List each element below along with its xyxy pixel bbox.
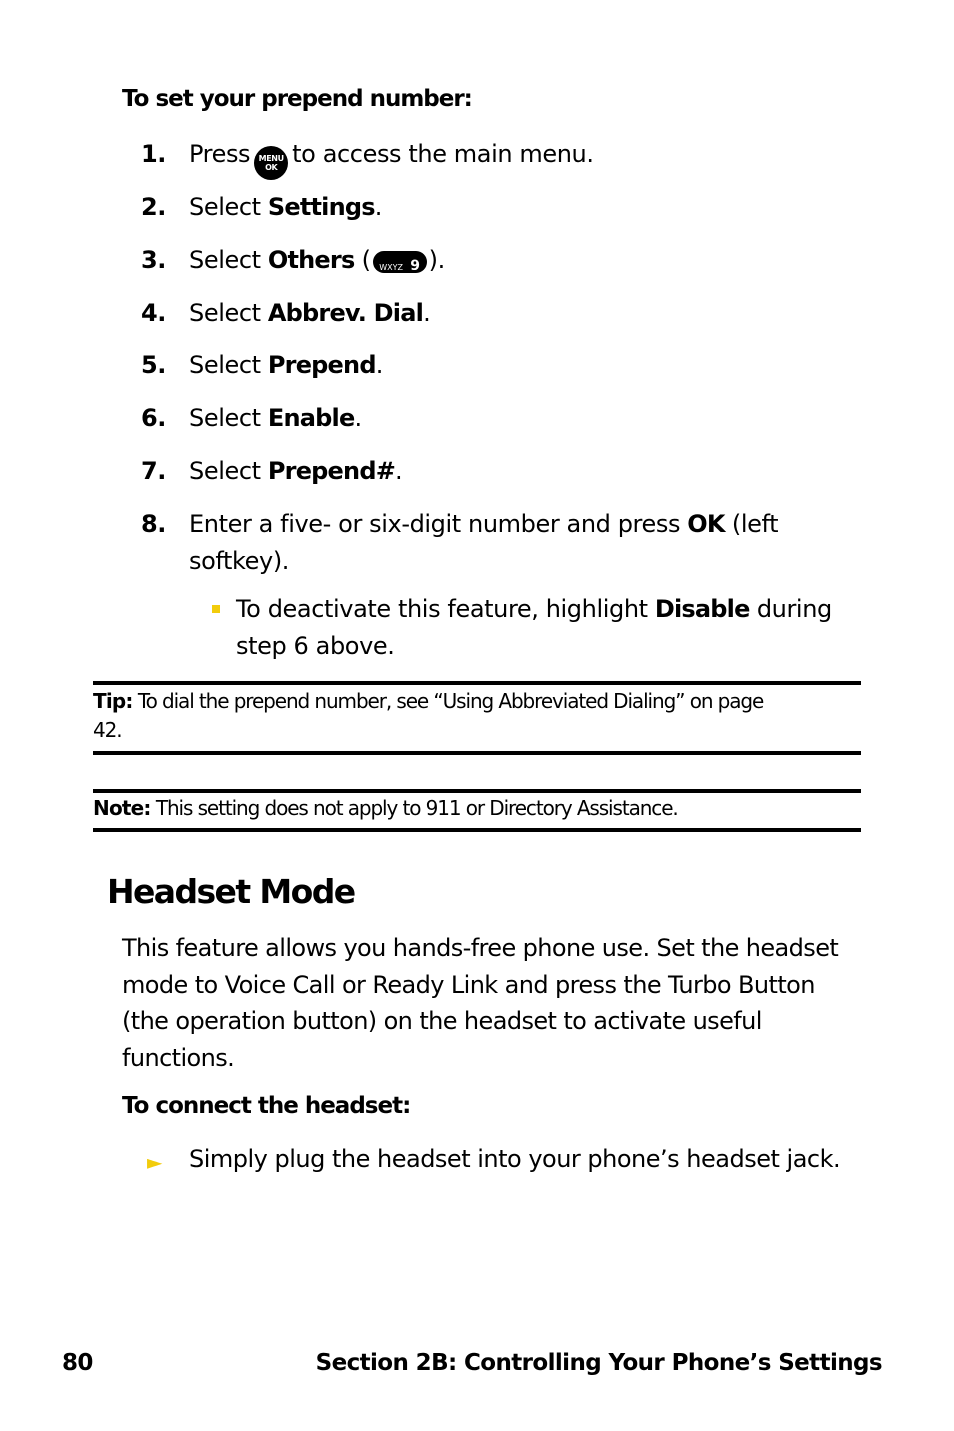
menu-ok-key-icon: MENU OK	[254, 146, 288, 180]
bullet-square-icon	[212, 605, 220, 613]
tip-bottom-rule	[93, 751, 861, 755]
step-text: Press MENU OK to access the main menu.	[189, 140, 594, 180]
step-4	[0, 299, 954, 337]
arrow-bullet-icon: ►	[147, 1150, 163, 1174]
tip-top-rule	[93, 681, 861, 685]
footer-section-title: Section 2B: Controlling Your Phone’s Settings	[315, 1350, 882, 1376]
tip-text: Tip: To dial the prepend number, see “Using Abbreviated Dialing” on page 42.	[93, 689, 764, 742]
step-number: 8.	[141, 510, 167, 538]
step-text: Select Others ( WXYZ 9 ).	[189, 246, 445, 274]
step-text: Enter a five- or six-digit number and press OK (left softkey).	[189, 510, 779, 575]
step-7	[0, 457, 954, 495]
step-1	[0, 140, 954, 178]
step-2	[0, 193, 954, 231]
note-text: Note: This setting does not apply to 911 or Directory Assistance.	[93, 796, 678, 820]
step-5	[0, 351, 954, 389]
note-bottom-rule	[93, 828, 861, 832]
step-number: 5.	[141, 351, 167, 379]
step-number: 4.	[141, 299, 167, 327]
step-text: Select Abbrev. Dial.	[189, 299, 431, 327]
step-text: Select Enable.	[189, 404, 362, 432]
step-text: Select Settings.	[189, 193, 382, 221]
step-6	[0, 404, 954, 442]
step-number: 6.	[141, 404, 167, 432]
step-8	[0, 510, 954, 575]
procedure-title: To set your prepend number:	[122, 86, 472, 112]
page-number: 80	[62, 1350, 93, 1376]
step-number: 2.	[141, 193, 167, 221]
step-3	[0, 246, 954, 284]
step-number: 1.	[141, 140, 167, 168]
connect-instruction: Simply plug the headset into your phone’s headset jack.	[189, 1145, 841, 1173]
connect-title: To connect the headset:	[122, 1093, 411, 1119]
section-paragraph: This feature allows you hands-free phone use. Set the headset mode to Voice Call or Ready Link and press the Turbo Button (the operation button) on the headset to activate useful functions.	[122, 934, 839, 1072]
step-number: 3.	[141, 246, 167, 274]
step-text: Select Prepend.	[189, 351, 383, 379]
step-text: Select Prepend#.	[189, 457, 403, 485]
note-top-rule	[93, 789, 861, 793]
step-number: 7.	[141, 457, 167, 485]
section-heading: Headset Mode	[107, 872, 355, 911]
sub-bullet-text: To deactivate this feature, highlight Disable during step 6 above.	[236, 595, 832, 660]
nine-key-icon: WXYZ 9	[373, 251, 427, 273]
